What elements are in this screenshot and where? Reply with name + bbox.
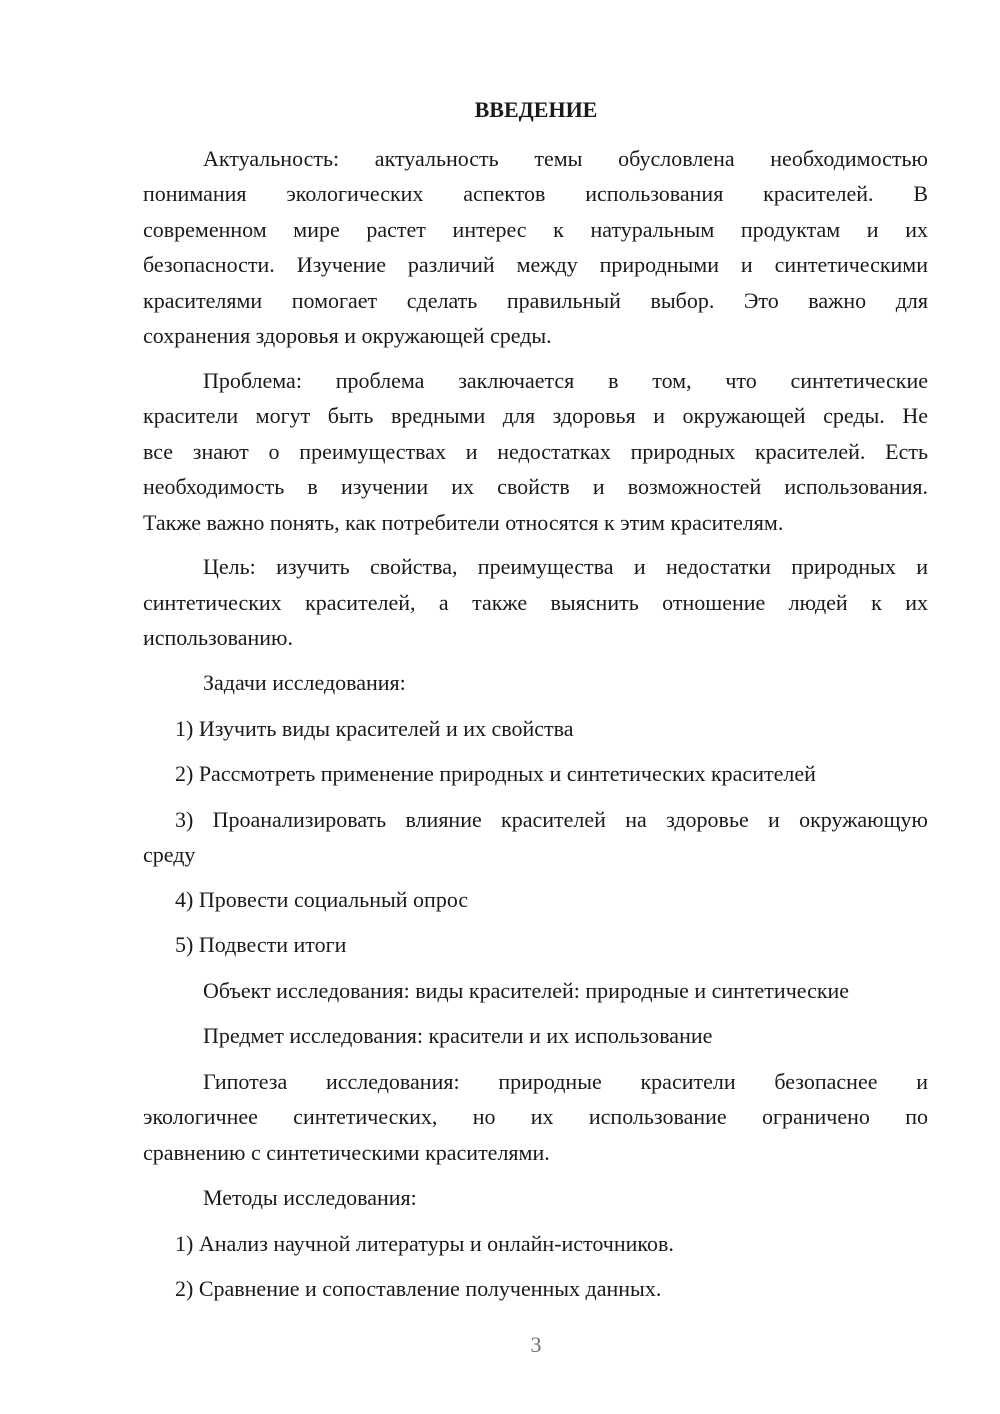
research-subject: Предмет исследования: красители и их использование [203,1023,713,1048]
task-item: 4) Провести социальный опрос [175,887,469,912]
tasks-heading: Задачи исследования: [203,670,406,695]
task-item: 1) Изучить виды красителей и их свойства [175,716,574,741]
methods-heading: Методы исследования: [203,1185,417,1210]
paragraph-line: современном мире растет интерес к натуральным продуктам и их [143,217,928,242]
page-title: ВВЕДЕНИЕ [474,97,598,122]
research-object: Объект исследования: виды красителей: природные и синтетические [203,978,850,1003]
paragraph-line: красители могут быть вредными для здоровья и окружающей среды. Не [143,403,928,428]
paragraph-line: понимания экологических аспектов использования красителей. В [143,181,928,206]
task-item: 2) Рассмотреть применение природных и синтетических красителей [175,761,816,786]
paragraph-line: Актуальность: актуальность темы обусловлена необходимостью [203,146,928,171]
paragraph-line: Также важно понять, как потребители относятся к этим красителям. [143,510,784,535]
paragraph-line: сохранения здоровья и окружающей среды. [143,323,552,348]
paragraph-line: все знают о преимуществах и недостатках природных красителей. Есть [143,439,928,464]
page-number: 3 [530,1332,542,1357]
method-item: 2) Сравнение и сопоставление полученных данных. [175,1276,662,1301]
method-item: 1) Анализ научной литературы и онлайн-источников. [175,1231,674,1256]
paragraph-line: безопасности. Изучение различий между природными и синтетическими [143,252,928,277]
task-item: 5) Подвести итоги [175,932,347,957]
paragraph-line: экологичнее синтетических, но их использование ограничено по [143,1104,928,1129]
paragraph-line: сравнению с синтетическими красителями. [143,1140,550,1165]
paragraph-line: красителями помогает сделать правильный выбор. Это важно для [143,288,928,313]
paragraph-line: синтетических красителей, а также выяснить отношение людей к их [143,590,928,615]
task-item: 3) Проанализировать влияние красителей на здоровье и окружающую [175,807,928,832]
paragraph-line: необходимость в изучении их свойств и возможностей использования. [143,474,928,499]
paragraph-line: Проблема: проблема заключается в том, что синтетические [203,368,928,393]
paragraph-line: использованию. [143,625,293,650]
paragraph-line: Гипотеза исследования: природные красители безопаснее и [203,1069,928,1094]
task-item-continuation: среду [143,842,196,867]
paragraph-line: Цель: изучить свойства, преимущества и недостатки природных и [203,554,928,579]
